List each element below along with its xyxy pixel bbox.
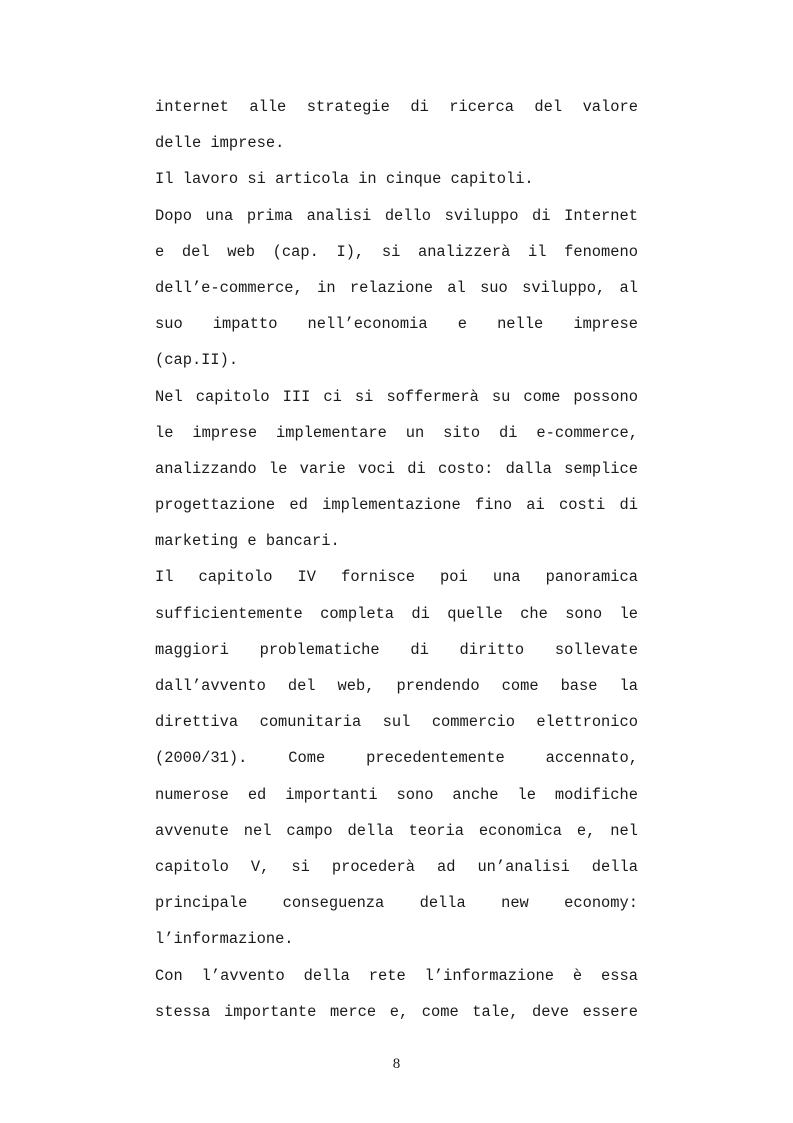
- text-line: sufficientemente completa di quelle che sono le: [155, 604, 638, 623]
- paragraph: [155, 958, 638, 1030]
- text-line: dell’e-commerce, in relazione al suo sviluppo, al: [155, 278, 638, 297]
- text-line: delle imprese.: [155, 134, 285, 153]
- text-line: Nel capitolo III ci si soffermerà su come possono: [155, 387, 638, 406]
- paragraph: [155, 198, 638, 379]
- text-line: Il lavoro si articola in cinque capitoli.: [155, 170, 534, 189]
- text-line: analizzando le varie voci di costo: dalla semplice: [155, 459, 638, 478]
- text-line: progettazione ed implementazione fino ai costi di: [155, 496, 638, 515]
- paragraph: [155, 161, 638, 197]
- text-line: suo impatto nell’economia e nelle imprese: [155, 315, 638, 334]
- page-number: 8: [392, 1056, 401, 1072]
- text-line: marketing e bancari.: [155, 532, 340, 551]
- text-line: l’informazione.: [155, 930, 294, 949]
- text-line: numerose ed importanti sono anche le modifiche: [155, 785, 638, 804]
- text-line: avvenute nel campo della teoria economica e, nel: [155, 821, 638, 840]
- text-line: internet alle strategie di ricerca del valore: [155, 98, 638, 116]
- text-line: le imprese implementare un sito di e-commerce,: [155, 423, 638, 442]
- paragraph: [155, 559, 638, 957]
- text-line: (cap.II).: [155, 351, 239, 370]
- text-line: e del web (cap. I), si analizzerà il fenomeno: [155, 242, 638, 261]
- body-text: [155, 89, 638, 1030]
- paragraph: [155, 89, 638, 161]
- text-line: direttiva comunitaria sul commercio elettronico: [155, 713, 638, 732]
- text-line: maggiori problematiche di diritto sollevate: [155, 640, 638, 659]
- text-line: stessa importante merce e, come tale, deve essere: [155, 1002, 638, 1021]
- text-line: Con l’avvento della rete l’informazione è essa: [155, 966, 638, 985]
- text-line: capitolo V, si procederà ad un’analisi della: [155, 857, 638, 876]
- text-line: (2000/31). Come precedentemente accennato,: [155, 749, 638, 768]
- text-line: Dopo una prima analisi dello sviluppo di Internet: [155, 206, 638, 225]
- paragraph: [155, 379, 638, 560]
- text-line: dall’avvento del web, prendendo come base la: [155, 677, 638, 695]
- text-line: Il capitolo IV fornisce poi una panoramica: [155, 568, 638, 587]
- text-line: principale conseguenza della new economy:: [155, 894, 638, 913]
